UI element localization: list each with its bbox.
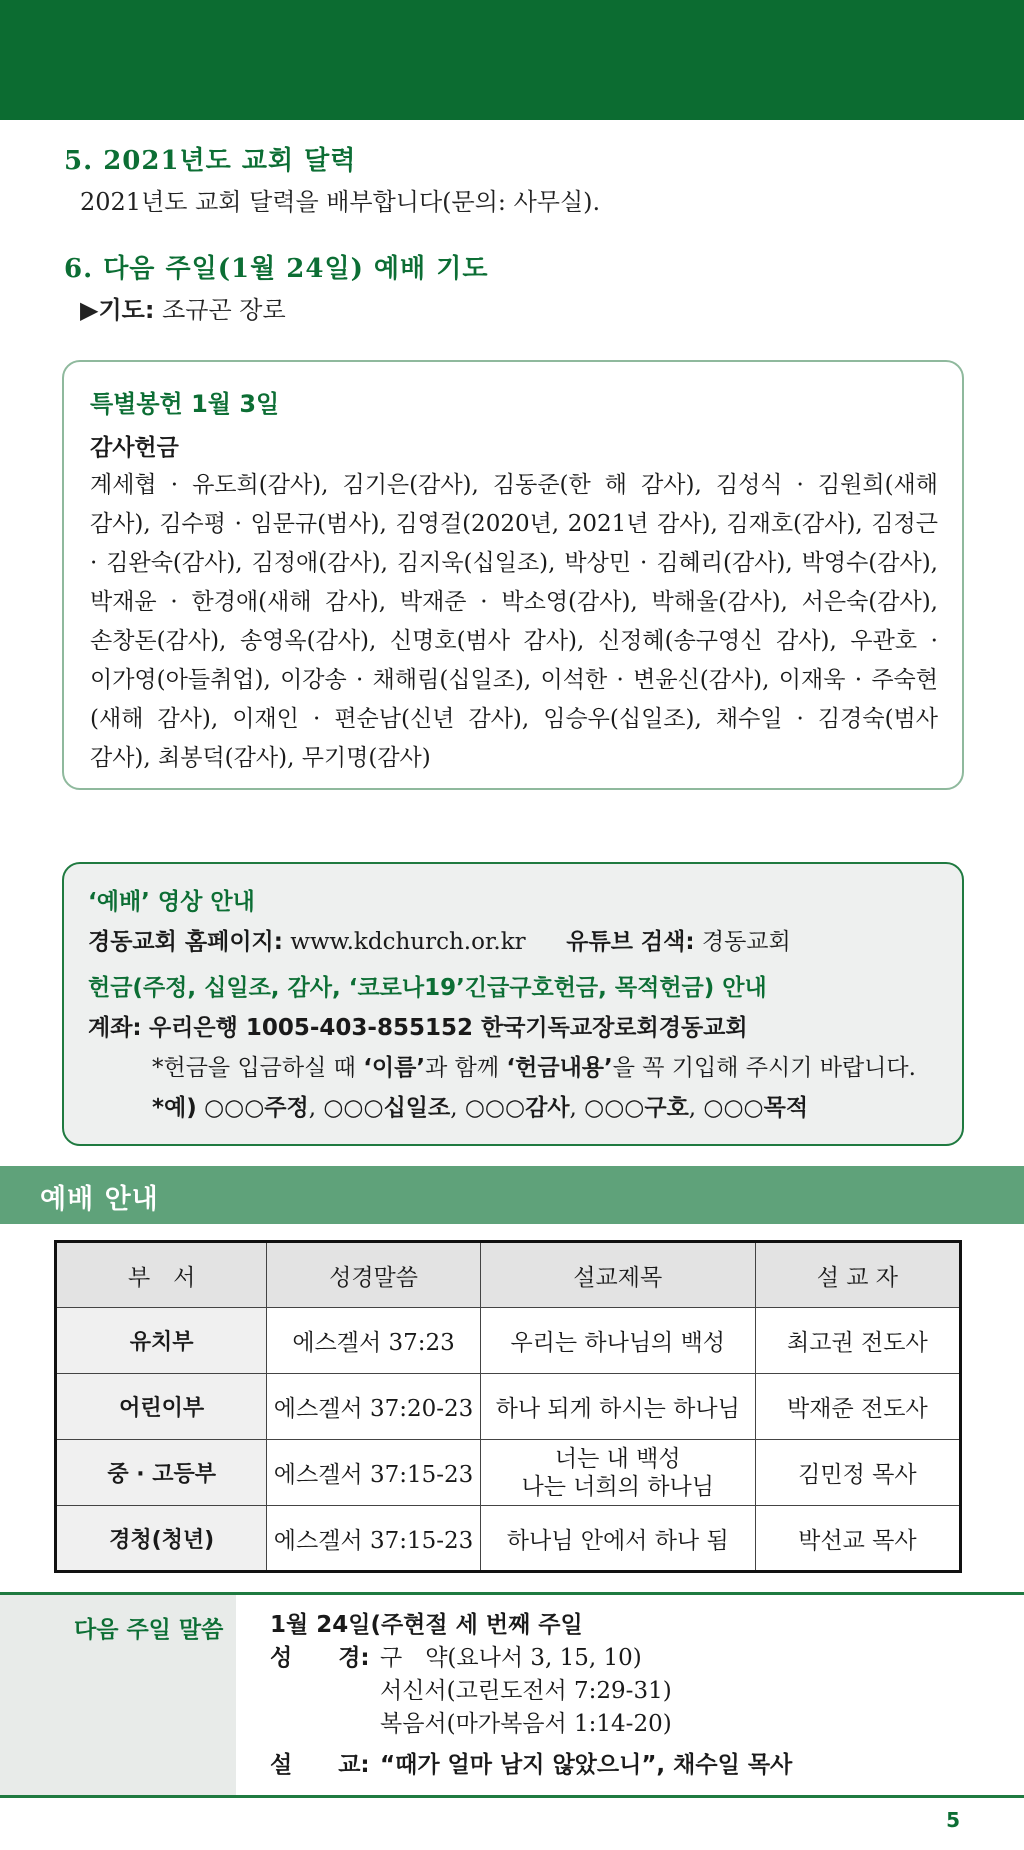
note-content: ‘헌금내용’ bbox=[506, 1055, 613, 1081]
note-name: ‘이름’ bbox=[363, 1055, 426, 1081]
cell-preacher: 박재준 전도사 bbox=[755, 1374, 960, 1440]
example-word: 십일조 bbox=[383, 1095, 451, 1121]
table-header-row bbox=[56, 1242, 961, 1308]
scripture-epistle: 서신서(고린도전서 7:29-31) bbox=[380, 1678, 672, 1704]
prayer-name: 조규곤 장로 bbox=[162, 296, 286, 324]
example-mark: ○○○ bbox=[204, 1095, 265, 1121]
section-5-body: 2021년도 교회 달력을 배부합니다(문의: 사무실). bbox=[80, 188, 601, 216]
sermon-row bbox=[270, 1749, 792, 1782]
header-dept: 부 서 bbox=[56, 1242, 267, 1308]
worship-video-info-box bbox=[62, 862, 964, 1146]
youtube-search-value: 경동교회 bbox=[701, 929, 791, 955]
sermon-title-line-1: 너는 내 백성 bbox=[554, 1445, 681, 1472]
cell-sermon-title: 하나 되게 하시는 하나님 bbox=[480, 1374, 755, 1440]
header-preacher: 설 교 자 bbox=[755, 1242, 960, 1308]
cell-scripture: 에스겔서 37:23 bbox=[267, 1308, 480, 1374]
cell-preacher: 최고권 전도사 bbox=[755, 1308, 960, 1374]
example-label: *예) bbox=[152, 1095, 197, 1121]
section-6-title: 6. 다음 주일(1월 24일) 예배 기도 bbox=[64, 254, 489, 284]
example-word: 감사 bbox=[525, 1095, 570, 1121]
header-sermon-title: 설교제목 bbox=[480, 1242, 755, 1308]
prayer-label: ▶기도: bbox=[80, 296, 155, 324]
table-row bbox=[56, 1506, 961, 1572]
cell-dept: 어린이부 bbox=[56, 1374, 267, 1440]
cell-dept: 경청(청년) bbox=[56, 1506, 267, 1572]
cell-scripture: 에스겔서 37:15-23 bbox=[267, 1440, 480, 1506]
note-text-3: 을 꼭 기입해 주시기 바랍니다. bbox=[612, 1055, 916, 1081]
header-scripture: 성경말씀 bbox=[267, 1242, 480, 1308]
cell-dept: 유치부 bbox=[56, 1308, 267, 1374]
special-offering-box bbox=[62, 360, 964, 790]
sermon-label: 설 교: bbox=[270, 1752, 370, 1778]
sermon-title-line-2: 나는 너희의 하나님 bbox=[521, 1473, 714, 1500]
sermon-title: “때가 얼마 남지 않았으니”, 채수일 목사 bbox=[380, 1752, 793, 1778]
deposit-note bbox=[88, 1048, 938, 1088]
table-row bbox=[56, 1308, 961, 1374]
note-text-1: *헌금을 입금하실 때 bbox=[152, 1055, 364, 1081]
example-mark: ○○○ bbox=[584, 1095, 645, 1121]
offering-names: 계세협 · 유도희(감사), 김기은(감사), 김동준(한 해 감사), 김성식 · 김원희(새해 감사), 김수평 · 임문규(범사), 김영걸(2020년, 2021년 감사), 김재호(감사), 김정근 · 김완숙(감사), 김정애(감사), 김지욱(십일조), 박상민 · 김혜리(감사), 박영수(감사), 박재윤 · 한경애(새해 감사), 박재준 · 박소영(감사), 박해울(감사), 서은숙(감사), 손창돈(감사), 송영옥(감사), 신명호(범사 감사), 신정혜(송구영신 감사), 우관호 · 이가영(아들취업), 이강송 · 채해림(십일조), 이석한 · 변윤신(감사), 이재욱 · 주숙현(새해 감사), 이재인 · 편순남(신년 감사), 임승우(십일조), 채수일 · 김경숙(범사 감사), 최봉덕(감사), 무기명(감사) bbox=[90, 472, 938, 771]
cell-sermon-title bbox=[480, 1440, 755, 1506]
account-label: 계좌: bbox=[88, 1015, 142, 1041]
table-row bbox=[56, 1374, 961, 1440]
next-week-scripture-section bbox=[0, 1592, 1024, 1798]
page-number: 5 bbox=[946, 1808, 960, 1832]
example-mark: ○○○ bbox=[323, 1095, 384, 1121]
example-line: *예) ○○○주정, ○○○십일조, ○○○감사, ○○○구호, ○○○목적 bbox=[152, 1095, 809, 1121]
next-week-label: 다음 주일 말씀 bbox=[74, 1617, 224, 1643]
scripture-gospel: 복음서(마가복음서 1:14-20) bbox=[380, 1711, 672, 1737]
offering-title: 특별봉헌 1월 3일 bbox=[90, 390, 280, 418]
homepage-label: 경동교회 홈페이지: bbox=[88, 929, 283, 955]
table-row bbox=[56, 1440, 961, 1506]
cell-sermon-title: 하나님 안에서 하나 됨 bbox=[480, 1506, 755, 1572]
account-line bbox=[88, 1008, 938, 1048]
example-mark: ○○○ bbox=[464, 1095, 526, 1121]
cell-scripture: 에스겔서 37:20-23 bbox=[267, 1374, 480, 1440]
next-week-date: 1월 24일(주현절 세 번째 주일 bbox=[270, 1612, 583, 1638]
account-value: 우리은행 1005-403-855152 한국기독교장로회경동교회 bbox=[148, 1015, 748, 1041]
example-word: 주정 bbox=[264, 1095, 309, 1121]
scripture-row bbox=[270, 1642, 792, 1675]
video-guide-title: ‘예배’ 영상 안내 bbox=[88, 889, 255, 915]
next-week-label-column bbox=[0, 1595, 236, 1795]
example-mark: ○○○ bbox=[703, 1095, 764, 1121]
offering-guide-title: 헌금(주정, 십일조, 감사, ‘코로나19’긴급구호헌금, 목적헌금) 안내 bbox=[88, 975, 767, 1001]
scripture-ot: 구 약(요나서 3, 15, 10) bbox=[380, 1645, 642, 1671]
section-5-title: 5. 2021년도 교회 달력 bbox=[64, 146, 357, 176]
homepage-line bbox=[88, 922, 938, 962]
cell-dept: 중 · 고등부 bbox=[56, 1440, 267, 1506]
top-header-bar bbox=[0, 0, 1024, 120]
example-word: 목적 bbox=[763, 1095, 809, 1121]
example-word: 구호 bbox=[644, 1095, 689, 1121]
note-text-2: 과 함께 bbox=[425, 1055, 507, 1081]
cell-preacher: 박선교 목사 bbox=[755, 1506, 960, 1572]
next-week-content bbox=[270, 1609, 792, 1782]
worship-schedule-table bbox=[54, 1240, 962, 1573]
worship-guide-banner: 예배 안내 bbox=[0, 1166, 1024, 1224]
cell-preacher: 김민정 목사 bbox=[755, 1440, 960, 1506]
scripture-label: 성 경: bbox=[270, 1645, 370, 1671]
cell-scripture: 에스겔서 37:15-23 bbox=[267, 1506, 480, 1572]
offering-subtitle: 감사헌금 bbox=[90, 435, 179, 461]
youtube-label: 유튜브 검색: bbox=[566, 929, 695, 955]
cell-sermon-title: 우리는 하나님의 백성 bbox=[480, 1308, 755, 1374]
homepage-url[interactable]: www.kdchurch.or.kr bbox=[290, 929, 526, 955]
section-6-body bbox=[80, 290, 286, 325]
